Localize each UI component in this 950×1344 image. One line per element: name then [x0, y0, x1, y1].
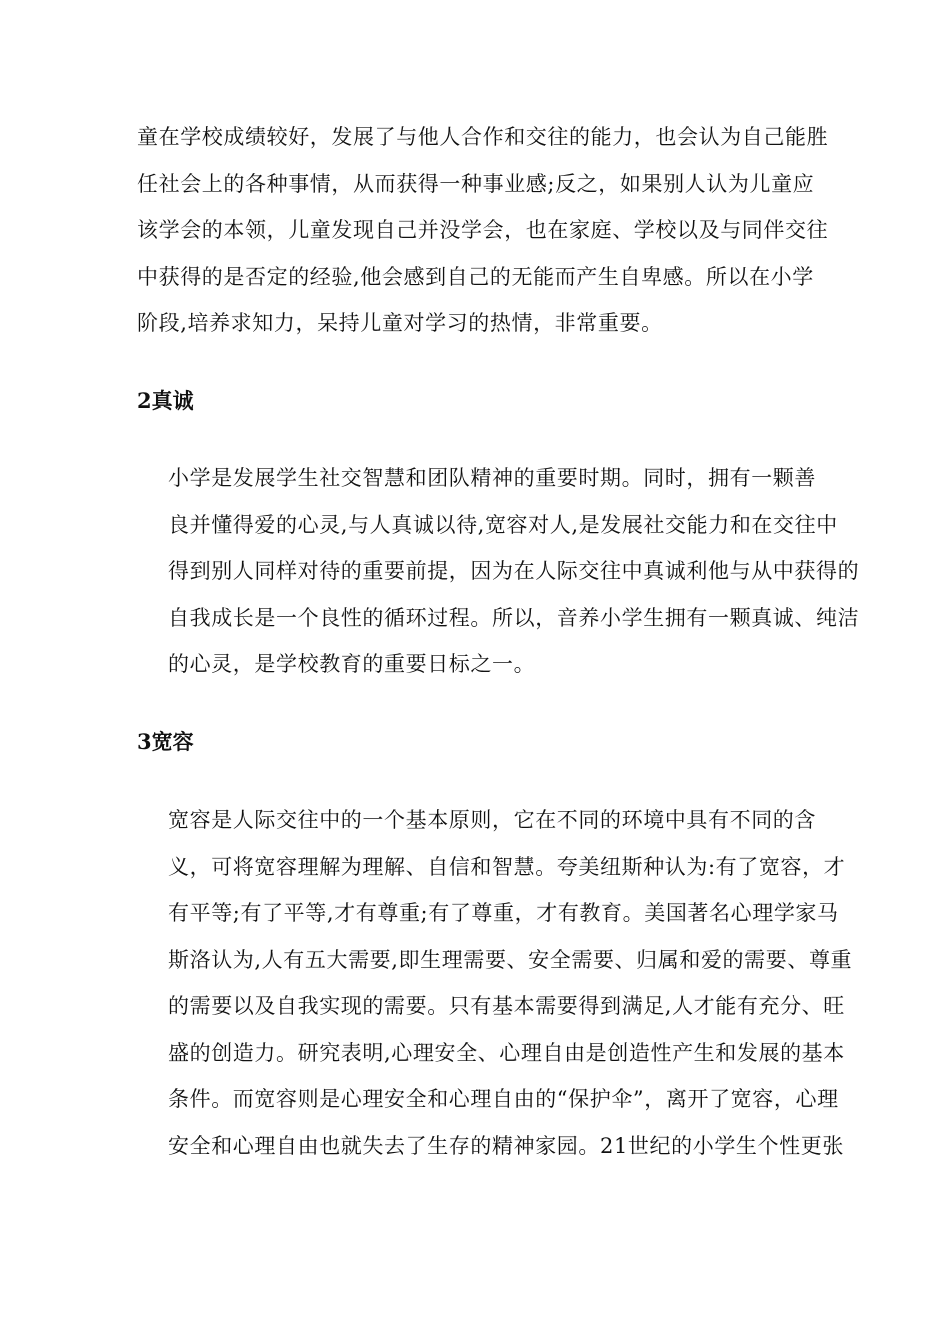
paragraph-sincerity	[137, 455, 860, 688]
text-line: 宽容是人际交往中的一个基本原则，它在不同的环境中具有不同的含	[168, 808, 816, 832]
section-heading-tolerance: 3宽容	[137, 729, 194, 754]
text-line: 有平等;有了平等,才有尊重;有了尊重，才有教育。美国著名心理学家马	[168, 901, 839, 925]
text-line: 自我成长是一个良性的循环过程。所以，音养小学生拥有一颗真诚、纯洁	[168, 605, 860, 630]
text-line: 条件。而宽容则是心理安全和心理自由的“保护伞”，离开了宽容，心理	[168, 1087, 839, 1111]
paragraph-intro-continuation	[137, 114, 829, 347]
text-line: 盛的创造力。研究表明,心理安全、心理自由是创造性产生和发展的基本	[168, 1040, 845, 1065]
text-line: 的心灵，是学校教育的重要日标之一。	[168, 652, 536, 676]
text-line: 小学是发展学生社交智慧和团队精神的重要时期。同时，拥有一颗善	[168, 466, 816, 490]
text-line: 童在学校成绩较好，发展了与他人合作和交往的能力，也会认为自己能胜	[137, 125, 829, 149]
text-line: 的需要以及自我实现的需要。只有基本需要得到满足,人才能有充分、旺	[168, 994, 845, 1018]
paragraph-tolerance	[137, 797, 853, 1169]
text-line: 中获得的是否定的经验,他会感到自己的无能而产生自卑感。所以在小学	[137, 264, 814, 289]
text-line: 斯洛认为,人有五大需要,即生理需要、安全需要、归属和爱的需要、尊重	[168, 947, 853, 972]
text-line: 任社会上的各种事情，从而获得一种事业感;反之，如果别人认为儿童应	[137, 171, 815, 196]
section-heading-sincerity: 2真诚	[137, 388, 194, 413]
text-line: 义，可将宽容理解为理解、自信和智慧。夸美纽斯种认为:有了宽容，才	[168, 854, 846, 879]
text-line: 该学会的本领，儿童发现自己并没学会，也在家庭、学校以及与同伴交往	[137, 218, 829, 242]
text-line: 安全和心理自由也就失去了生存的精神家园。21世纪的小学生个性更张	[168, 1133, 844, 1158]
text-line: 得到别人同样对待的重要前提，因为在人际交往中真诚利他与从中获得的	[168, 559, 860, 583]
text-line: 良并懂得爱的心灵,与人真诚以待,宽容对人,是发展社交能力和在交往中	[168, 512, 838, 537]
text-line: 阶段,培养求知力，呆持儿童对学习的热情，非常重要。	[137, 311, 663, 335]
